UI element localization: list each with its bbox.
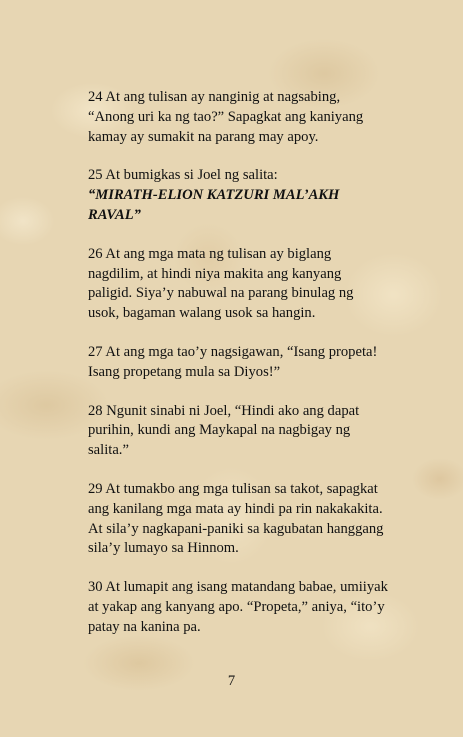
verse-28: 28 Ngunit sinabi ni Joel, “Hindi ako ang dapat purihin, kundi ang Maykapal na nagbigay ng salita.” xyxy=(88,402,360,459)
page-body xyxy=(88,88,388,657)
verse-26: 26 At ang mga mata ng tulisan ay biglang nagdilim, at hindi niya makita ang kanyang paligid. Siya’y nabuwal na parang binulag ng usok, bagaman walang usok sa hangin. xyxy=(88,245,354,322)
verse-25-text: 25 At bumigkas si Joel ng salita: xyxy=(88,167,278,184)
verse-25 xyxy=(88,166,388,225)
verse-25-incantation: “MIRATH-ELION KATZURI MAL’AKH RAVAL” xyxy=(88,187,340,223)
page-number: 7 xyxy=(227,673,236,689)
verse-30: 30 At lumapit ang isang matandang babae, umiiyak at yakap ang kanyang apo. “Propeta,” aniya, “ito’y patay na kanina pa. xyxy=(88,579,388,635)
verse-29: 29 At tumakbo ang mga tulisan sa takot, sapagkat ang kanilang mga mata ay hindi pa rin nakakakita. At sila’y nagkapani-paniki sa kagubatan hanggang sila’y lumayo sa Hinnom. xyxy=(88,480,384,557)
verse-24: 24 At ang tulisan ay nanginig at nagsabing, “Anong uri ka ng tao?” Sapagkat ang kaniyang kamay ay sumakit na parang may apoy. xyxy=(88,89,364,145)
verse-27: 27 At ang mga tao’y nagsigawan, “Isang propeta! Isang propetang mula sa Diyos!” xyxy=(88,343,378,380)
